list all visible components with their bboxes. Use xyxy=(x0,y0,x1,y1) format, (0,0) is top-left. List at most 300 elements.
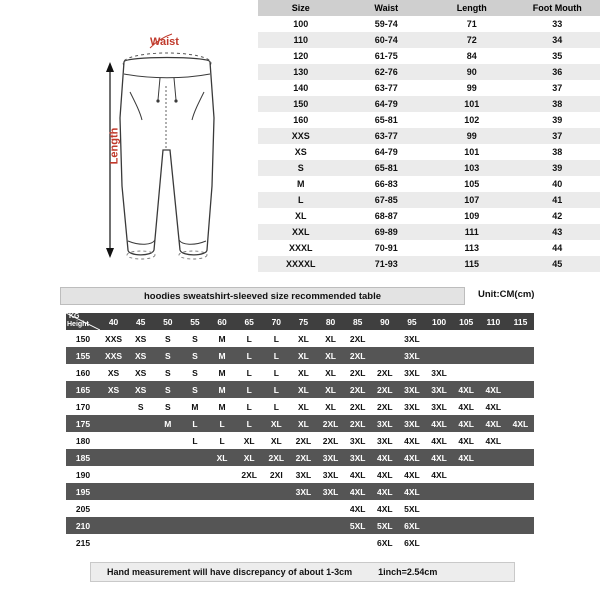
cell-size: 130 xyxy=(258,64,344,80)
cell-size: XS xyxy=(258,144,344,160)
matrix-cell: 2XL xyxy=(263,449,290,466)
cell-value: 69-89 xyxy=(344,224,430,240)
matrix-cell xyxy=(480,534,507,551)
matrix-cell: XL xyxy=(317,398,344,415)
matrix-cell: L xyxy=(181,432,208,449)
matrix-cell: M xyxy=(154,415,181,432)
matrix-row xyxy=(66,364,534,381)
banner-section xyxy=(0,285,600,311)
table-row xyxy=(258,32,600,48)
cell-size: XXL xyxy=(258,224,344,240)
matrix-cell: XS xyxy=(127,381,154,398)
matrix-cell xyxy=(480,364,507,381)
matrix-cell: XXS xyxy=(100,347,127,364)
table-row xyxy=(258,16,600,32)
matrix-cell xyxy=(480,483,507,500)
matrix-cell xyxy=(317,500,344,517)
cell-size: 110 xyxy=(258,32,344,48)
matrix-cell: XXS xyxy=(100,330,127,347)
matrix-cell xyxy=(100,500,127,517)
matrix-cell xyxy=(480,449,507,466)
matrix-cell xyxy=(209,500,236,517)
matrix-cell xyxy=(154,466,181,483)
corner-height-label: Height xyxy=(67,321,89,328)
table-row xyxy=(258,144,600,160)
matrix-cell xyxy=(426,483,453,500)
top-section xyxy=(0,0,600,285)
waist-label: Waist xyxy=(150,36,179,48)
matrix-cell: 5XL xyxy=(398,500,425,517)
matrix-cell xyxy=(127,415,154,432)
matrix-cell: 2XI xyxy=(263,466,290,483)
col-waist: Waist xyxy=(344,0,430,16)
matrix-cell xyxy=(507,398,534,415)
matrix-cell xyxy=(100,449,127,466)
matrix-cell xyxy=(507,330,534,347)
matrix-cell: 2XL xyxy=(317,432,344,449)
cell-size: XXXXL xyxy=(258,256,344,272)
matrix-cell: XL xyxy=(290,347,317,364)
matrix-cell xyxy=(507,517,534,534)
matrix-cell: 4XL xyxy=(453,432,480,449)
matrix-cell: 3XL xyxy=(317,449,344,466)
matrix-height-header: 210 xyxy=(66,517,100,534)
matrix-cell: XL xyxy=(290,364,317,381)
matrix-height-header: 180 xyxy=(66,432,100,449)
matrix-cell xyxy=(100,415,127,432)
matrix-cell: 4XL xyxy=(480,415,507,432)
matrix-row xyxy=(66,432,534,449)
matrix-cell: M xyxy=(181,398,208,415)
matrix-cell: M xyxy=(209,364,236,381)
matrix-cell: L xyxy=(236,398,263,415)
matrix-height-header: 165 xyxy=(66,381,100,398)
matrix-cell: 2XL xyxy=(344,398,371,415)
matrix-cell: 3XL xyxy=(344,432,371,449)
cell-value: 111 xyxy=(429,224,515,240)
table-row xyxy=(258,240,600,256)
matrix-cell: 4XL xyxy=(480,381,507,398)
matrix-cell: 2XL xyxy=(344,364,371,381)
matrix-cell: S xyxy=(154,381,181,398)
matrix-cell: 2XL xyxy=(344,381,371,398)
matrix-cell: XL xyxy=(290,381,317,398)
matrix-cell: XS xyxy=(100,381,127,398)
matrix-cell: 3XL xyxy=(426,364,453,381)
cell-value: 38 xyxy=(515,144,600,160)
matrix-cell: 4XL xyxy=(453,381,480,398)
cell-size: 160 xyxy=(258,112,344,128)
matrix-row xyxy=(66,466,534,483)
cell-value: 107 xyxy=(429,192,515,208)
cell-value: 101 xyxy=(429,96,515,112)
cell-value: 72 xyxy=(429,32,515,48)
matrix-cell xyxy=(453,534,480,551)
matrix-cell: 4XL xyxy=(480,432,507,449)
matrix-cell xyxy=(263,483,290,500)
table-row xyxy=(258,80,600,96)
matrix-cell xyxy=(507,432,534,449)
matrix-cell: 3XL xyxy=(398,364,425,381)
cell-value: 45 xyxy=(515,256,600,272)
matrix-cell: S xyxy=(181,330,208,347)
table-row xyxy=(258,192,600,208)
matrix-cell xyxy=(127,449,154,466)
matrix-row xyxy=(66,415,534,432)
matrix-cell xyxy=(426,517,453,534)
matrix-cell: 4XL xyxy=(426,432,453,449)
matrix-cell: XL xyxy=(209,449,236,466)
matrix-cell: S xyxy=(154,364,181,381)
cell-value: 60-74 xyxy=(344,32,430,48)
matrix-cell xyxy=(181,466,208,483)
matrix-cell: 4XL xyxy=(344,466,371,483)
length-label: Length xyxy=(108,127,121,165)
cell-value: 103 xyxy=(429,160,515,176)
matrix-cell xyxy=(154,483,181,500)
size-table xyxy=(258,0,600,272)
matrix-cell: XL xyxy=(317,364,344,381)
cell-size: XXS xyxy=(258,128,344,144)
matrix-weight-header: 55 xyxy=(181,313,208,330)
matrix-cell: 3XL xyxy=(344,449,371,466)
cell-size: M xyxy=(258,176,344,192)
cell-value: 101 xyxy=(429,144,515,160)
matrix-cell: 4XL xyxy=(371,500,398,517)
cell-value: 65-81 xyxy=(344,160,430,176)
matrix-cell: 3XL xyxy=(371,432,398,449)
matrix-cell xyxy=(127,500,154,517)
matrix-cell xyxy=(209,466,236,483)
matrix-header-row xyxy=(66,313,534,330)
matrix-cell xyxy=(507,466,534,483)
cell-size: 120 xyxy=(258,48,344,64)
matrix-weight-header: 115 xyxy=(507,313,534,330)
cell-value: 37 xyxy=(515,80,600,96)
matrix-cell: 2XL xyxy=(290,449,317,466)
matrix-cell xyxy=(154,432,181,449)
inch-conversion: 1inch=2.54cm xyxy=(378,567,438,577)
matrix-cell xyxy=(507,500,534,517)
matrix-cell: 4XL xyxy=(398,449,425,466)
matrix-cell: 2XL xyxy=(317,415,344,432)
matrix-cell xyxy=(100,517,127,534)
cell-value: 63-77 xyxy=(344,80,430,96)
table-row xyxy=(258,256,600,272)
matrix-cell xyxy=(127,517,154,534)
matrix-cell: 5XL xyxy=(371,517,398,534)
cell-value: 36 xyxy=(515,64,600,80)
matrix-cell: 4XL xyxy=(426,449,453,466)
cell-size: 140 xyxy=(258,80,344,96)
table-row xyxy=(258,208,600,224)
matrix-cell: XL xyxy=(317,381,344,398)
matrix-cell xyxy=(453,364,480,381)
matrix-cell: S xyxy=(181,347,208,364)
matrix-cell xyxy=(480,500,507,517)
matrix-height-header: 185 xyxy=(66,449,100,466)
matrix-cell xyxy=(181,500,208,517)
matrix-cell xyxy=(127,466,154,483)
matrix-cell: XL xyxy=(290,330,317,347)
matrix-cell: XS xyxy=(127,330,154,347)
cell-size: S xyxy=(258,160,344,176)
matrix-cell: S xyxy=(181,381,208,398)
matrix-cell xyxy=(290,500,317,517)
matrix-cell xyxy=(426,330,453,347)
table-row xyxy=(258,176,600,192)
matrix-cell: 4XL xyxy=(507,415,534,432)
unit-label: Unit:CM(cm) xyxy=(478,289,535,300)
matrix-cell: 2XL xyxy=(344,347,371,364)
cell-value: 34 xyxy=(515,32,600,48)
matrix-cell: XL xyxy=(263,415,290,432)
table-row xyxy=(258,224,600,240)
matrix-height-header: 215 xyxy=(66,534,100,551)
matrix-cell xyxy=(453,517,480,534)
matrix-cell: L xyxy=(209,432,236,449)
matrix-cell: XS xyxy=(127,364,154,381)
matrix-cell xyxy=(426,500,453,517)
matrix-weight-header: 105 xyxy=(453,313,480,330)
matrix-cell: XL xyxy=(317,330,344,347)
matrix-row xyxy=(66,381,534,398)
matrix-cell xyxy=(181,449,208,466)
matrix-cell xyxy=(507,364,534,381)
matrix-cell: M xyxy=(209,398,236,415)
matrix-cell: 4XL xyxy=(371,466,398,483)
col-length: Length xyxy=(429,0,515,16)
matrix-cell xyxy=(263,534,290,551)
matrix-cell xyxy=(480,347,507,364)
matrix-cell: XL xyxy=(236,449,263,466)
matrix-cell xyxy=(154,449,181,466)
matrix-cell xyxy=(507,534,534,551)
matrix-cell: 3XL xyxy=(398,330,425,347)
matrix-row xyxy=(66,517,534,534)
table-row xyxy=(258,96,600,112)
matrix-cell: 3XL xyxy=(426,398,453,415)
matrix-cell xyxy=(209,483,236,500)
cell-size: 100 xyxy=(258,16,344,32)
matrix-cell: M xyxy=(209,347,236,364)
matrix-cell: L xyxy=(236,415,263,432)
matrix-cell: 4XL xyxy=(371,449,398,466)
cell-value: 40 xyxy=(515,176,600,192)
matrix-cell xyxy=(181,483,208,500)
matrix-cell xyxy=(236,500,263,517)
matrix-cell: 6XL xyxy=(398,517,425,534)
matrix-cell xyxy=(181,534,208,551)
matrix-cell: XL xyxy=(263,432,290,449)
matrix-cell: S xyxy=(127,398,154,415)
matrix-cell: 4XL xyxy=(344,483,371,500)
garment-diagram xyxy=(0,0,258,285)
cell-value: 44 xyxy=(515,240,600,256)
matrix-cell xyxy=(507,449,534,466)
table-row xyxy=(258,48,600,64)
matrix-cell xyxy=(154,500,181,517)
cell-size: L xyxy=(258,192,344,208)
cell-value: 59-74 xyxy=(344,16,430,32)
footer-note xyxy=(90,562,515,582)
matrix-cell xyxy=(371,347,398,364)
matrix-weight-header: 110 xyxy=(480,313,507,330)
matrix-cell: M xyxy=(209,330,236,347)
matrix-weight-header: 80 xyxy=(317,313,344,330)
matrix-cell xyxy=(344,534,371,551)
matrix-cell xyxy=(480,517,507,534)
matrix-cell: M xyxy=(209,381,236,398)
cell-value: 71 xyxy=(429,16,515,32)
cell-size: XXXL xyxy=(258,240,344,256)
cell-value: 39 xyxy=(515,112,600,128)
matrix-height-header: 170 xyxy=(66,398,100,415)
matrix-cell xyxy=(181,517,208,534)
matrix-cell xyxy=(100,432,127,449)
matrix-weight-header: 65 xyxy=(236,313,263,330)
matrix-cell: 2XL xyxy=(236,466,263,483)
matrix-weight-header: 75 xyxy=(290,313,317,330)
matrix-cell xyxy=(127,483,154,500)
size-table-header-row xyxy=(258,0,600,16)
cell-value: 102 xyxy=(429,112,515,128)
matrix-cell: L xyxy=(181,415,208,432)
cell-value: 39 xyxy=(515,160,600,176)
matrix-weight-header: 95 xyxy=(398,313,425,330)
matrix-cell xyxy=(507,483,534,500)
cell-value: 63-77 xyxy=(344,128,430,144)
matrix-cell: 2XL xyxy=(344,415,371,432)
matrix-cell: XS xyxy=(100,364,127,381)
matrix-cell: 3XL xyxy=(398,415,425,432)
matrix-cell: S xyxy=(154,330,181,347)
col-foot-mouth: Foot Mouth xyxy=(515,0,600,16)
matrix-cell: 5XL xyxy=(344,517,371,534)
matrix-cell xyxy=(236,483,263,500)
matrix-cell: 4XL xyxy=(398,432,425,449)
cell-value: 61-75 xyxy=(344,48,430,64)
matrix-cell xyxy=(480,330,507,347)
table-row xyxy=(258,160,600,176)
matrix-cell xyxy=(371,330,398,347)
cell-value: 62-76 xyxy=(344,64,430,80)
matrix-cell: L xyxy=(236,347,263,364)
cell-size: XL xyxy=(258,208,344,224)
cell-value: 84 xyxy=(429,48,515,64)
matrix-cell xyxy=(236,517,263,534)
matrix-cell: S xyxy=(154,398,181,415)
cell-value: 90 xyxy=(429,64,515,80)
matrix-corner-cell xyxy=(66,313,100,330)
matrix-cell: 4XL xyxy=(426,415,453,432)
matrix-cell xyxy=(209,517,236,534)
matrix-row xyxy=(66,347,534,364)
cell-value: 68-87 xyxy=(344,208,430,224)
matrix-cell: 3XL xyxy=(426,381,453,398)
matrix-cell xyxy=(426,347,453,364)
cell-value: 66-83 xyxy=(344,176,430,192)
matrix-cell xyxy=(507,381,534,398)
cell-value: 37 xyxy=(515,128,600,144)
cell-value: 65-81 xyxy=(344,112,430,128)
cell-value: 43 xyxy=(515,224,600,240)
matrix-cell: L xyxy=(209,415,236,432)
matrix-weight-header: 100 xyxy=(426,313,453,330)
matrix-cell xyxy=(100,466,127,483)
matrix-height-header: 155 xyxy=(66,347,100,364)
matrix-cell xyxy=(154,534,181,551)
matrix-weight-header: 45 xyxy=(127,313,154,330)
matrix-height-header: 150 xyxy=(66,330,100,347)
matrix-cell: L xyxy=(263,364,290,381)
matrix-cell xyxy=(317,517,344,534)
matrix-cell xyxy=(100,483,127,500)
matrix-cell: 4XL xyxy=(398,466,425,483)
matrix-cell xyxy=(453,330,480,347)
matrix-cell xyxy=(480,466,507,483)
matrix-cell xyxy=(290,534,317,551)
matrix-cell xyxy=(453,466,480,483)
matrix-cell: 3XL xyxy=(290,483,317,500)
cell-value: 105 xyxy=(429,176,515,192)
matrix-cell: 4XL xyxy=(453,398,480,415)
matrix-cell xyxy=(127,432,154,449)
matrix-row xyxy=(66,330,534,347)
size-recommendation-matrix xyxy=(66,313,534,551)
matrix-cell xyxy=(317,534,344,551)
cell-value: 35 xyxy=(515,48,600,64)
pants-outline-icon xyxy=(0,0,258,285)
matrix-cell: XL xyxy=(236,432,263,449)
matrix-height-header: 190 xyxy=(66,466,100,483)
matrix-row xyxy=(66,449,534,466)
cell-value: 67-85 xyxy=(344,192,430,208)
matrix-cell xyxy=(236,534,263,551)
matrix-cell xyxy=(209,534,236,551)
matrix-cell xyxy=(453,347,480,364)
matrix-cell xyxy=(426,534,453,551)
matrix-cell: L xyxy=(263,381,290,398)
matrix-height-header: 195 xyxy=(66,483,100,500)
matrix-cell xyxy=(290,517,317,534)
matrix-cell xyxy=(263,500,290,517)
matrix-row xyxy=(66,534,534,551)
matrix-cell: 3XL xyxy=(398,381,425,398)
cell-value: 109 xyxy=(429,208,515,224)
matrix-cell xyxy=(453,500,480,517)
table-row xyxy=(258,128,600,144)
cell-value: 99 xyxy=(429,128,515,144)
matrix-cell: 3XL xyxy=(398,398,425,415)
matrix-cell: 2XL xyxy=(344,330,371,347)
matrix-cell: 3XL xyxy=(290,466,317,483)
matrix-cell: XL xyxy=(317,347,344,364)
matrix-cell: 2XL xyxy=(371,398,398,415)
banner-title: hoodies sweatshirt-sleeved size recommended table xyxy=(60,287,465,305)
cell-value: 70-91 xyxy=(344,240,430,256)
corner-kg-label: KG xyxy=(69,313,80,320)
cell-value: 38 xyxy=(515,96,600,112)
measurement-note: Hand measurement will have discrepancy of about 1-3cm xyxy=(107,567,353,577)
matrix-cell xyxy=(263,517,290,534)
matrix-weight-header: 40 xyxy=(100,313,127,330)
matrix-cell xyxy=(100,534,127,551)
matrix-cell: L xyxy=(263,330,290,347)
cell-value: 33 xyxy=(515,16,600,32)
matrix-cell: L xyxy=(236,381,263,398)
matrix-cell: 2XL xyxy=(290,432,317,449)
